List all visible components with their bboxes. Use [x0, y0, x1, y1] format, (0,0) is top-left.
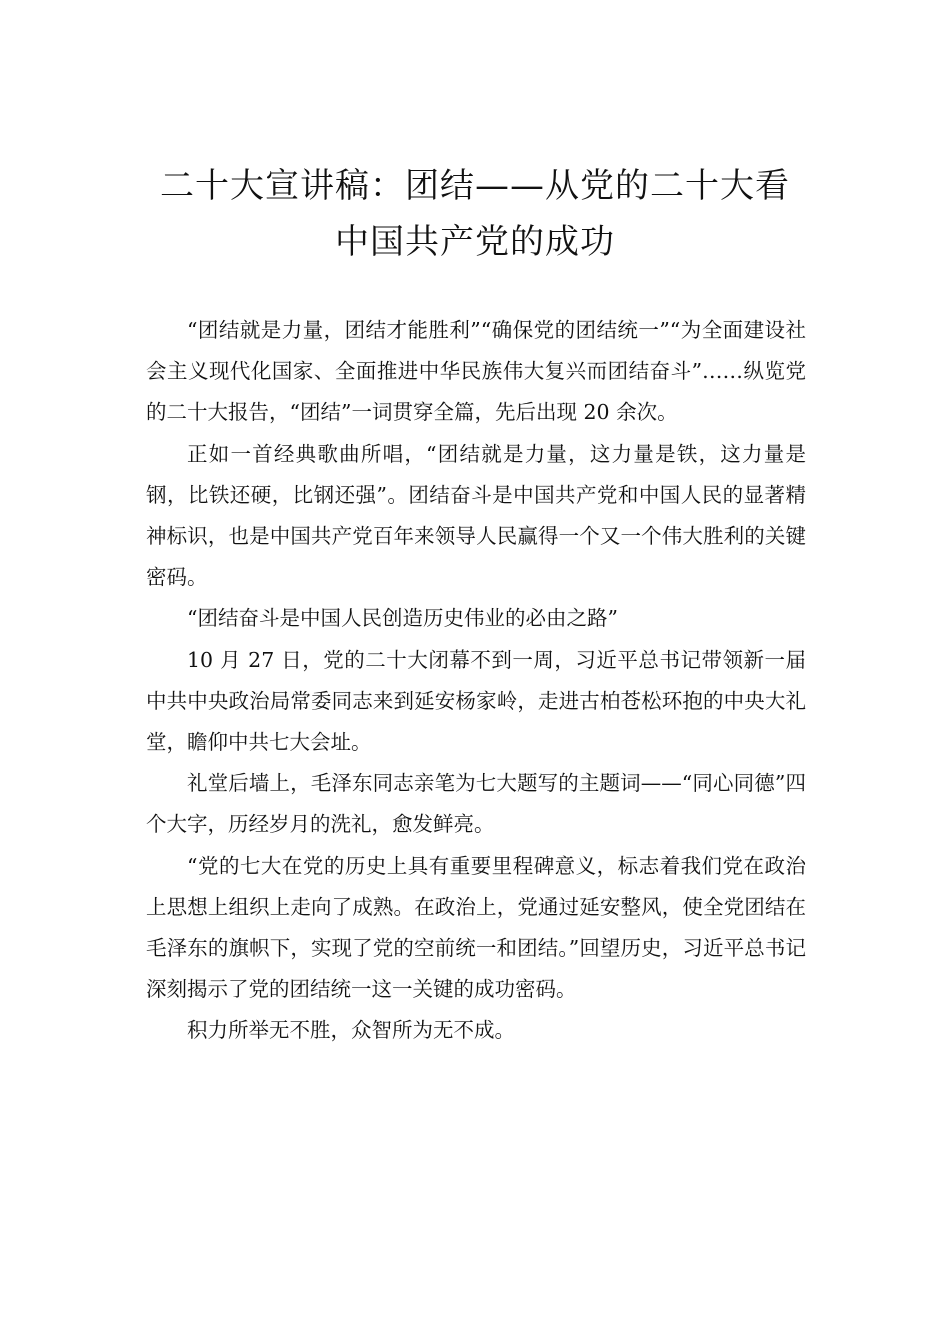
body-paragraph: “团结就是力量，团结才能胜利”“确保党的团结统一”“为全面建设社会主义现代化国家、全面推进中华民族伟大复兴而团结奋斗”……纵览党的二十大报告，“团结”一词贯穿全篇，先后出现 20 余次。 — [146, 318, 806, 425]
title-line: 中国共产党的成功 — [335, 222, 615, 262]
section-heading: “团结奋斗是中国人民创造历史伟业的必由之路” — [187, 606, 618, 631]
document-title — [140, 158, 810, 270]
body-paragraph: “党的七大在党的历史上具有重要里程碑意义，标志着我们党在政治上思想上组织上走向了成熟。在政治上，党通过延安整风，使全党团结在毛泽东的旗帜下，实现了党的空前统一和团结。”回望历史，习近平总书记深刻揭示了党的团结统一这一关键的成功密码。 — [146, 853, 806, 1002]
title-line: 二十大宣讲稿：团结——从党的二十大看 — [160, 166, 790, 206]
document-body — [146, 310, 806, 1052]
body-paragraph: 正如一首经典歌曲所唱，“团结就是力量，这力量是铁，这力量是钢，比铁还硬，比钢还强”。团结奋斗是中国共产党和中国人民的显著精神标识，也是中国共产党百年来领导人民赢得一个又一个伟大胜利的关键密码。 — [146, 441, 806, 590]
body-paragraph: 10 月 27 日，党的二十大闭幕不到一周，习近平总书记带领新一届中共中央政治局常委同志来到延安杨家岭，走进古柏苍松环抱的中央大礼堂，瞻仰中共七大会址。 — [146, 647, 806, 755]
body-paragraph: 积力所举无不胜，众智所为无不成。 — [187, 1018, 515, 1043]
body-paragraph: 礼堂后墙上，毛泽东同志亲笔为七大题写的主题词——“同心同德”四个大字，历经岁月的洗礼，愈发鲜亮。 — [146, 771, 806, 837]
